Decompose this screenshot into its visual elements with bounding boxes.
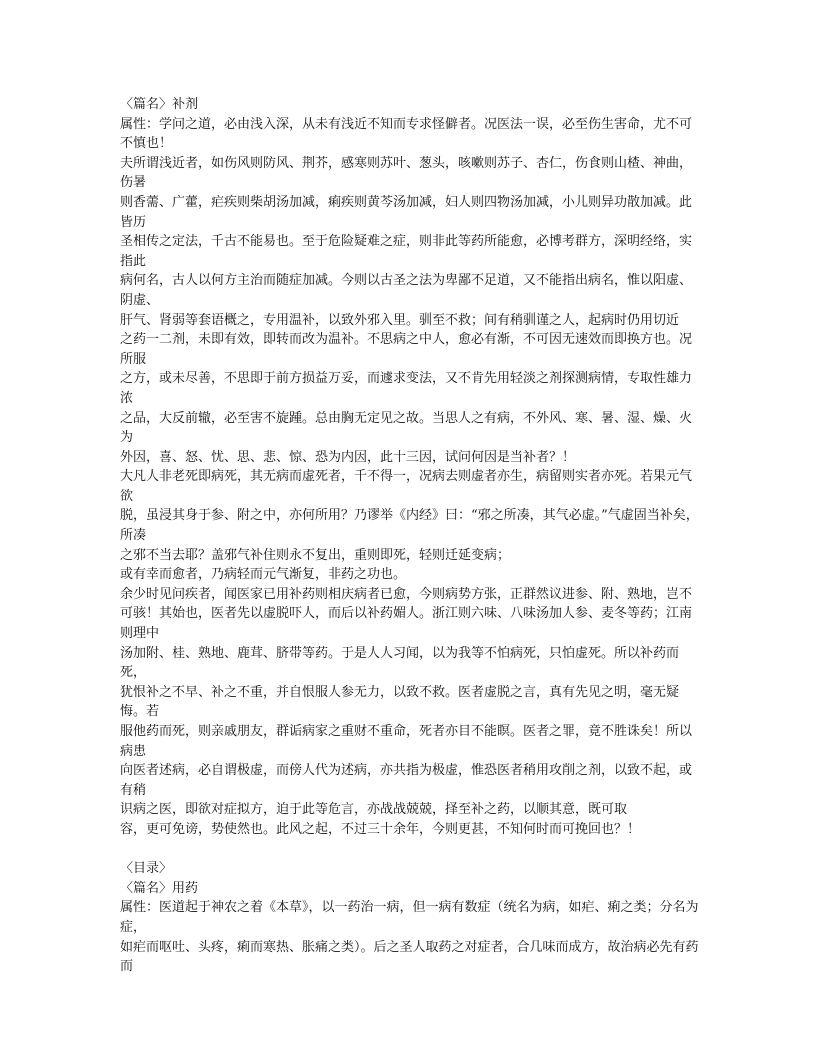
text-line: 或有幸而愈者，乃病轻而元气渐复，非药之功也。 xyxy=(120,567,407,583)
section-title: 〈篇名〉补剂 xyxy=(120,97,199,112)
text-line: 肝气、肾弱等套语概之，专用温补，以致外邪入里。驯至不救；间有稍驯谨之人，起病时仍用切近 xyxy=(120,312,680,328)
text-line: 犹恨补之不早、补之不重，并自恨服人参无力，以致不救。医者虚脱之言，真有先见之明，毫无疑悔。若 xyxy=(120,684,680,720)
document-page xyxy=(120,95,700,977)
text-line: 容，更可免谤，势使然也。此风之起，不过三十余年，今则更甚，不知何时而可挽回也？！ xyxy=(120,821,641,837)
section-yong-yao xyxy=(120,859,700,977)
text-line: 圣相传之定法，千古不能易也。至于危险疑难之症，则非此等药所能愈，必博考群方，深明经络，实指此 xyxy=(120,234,693,269)
section-gap xyxy=(120,840,700,860)
section-body xyxy=(120,898,700,976)
text-line: 外因，喜、怒、忧、思、悲、惊、恐为内因，此十三因，试问何因是当补者？！ xyxy=(120,449,576,465)
text-line: 属性：医道起于神农之着《本草》，以一药治一病，但一病有数症（统名为病，如疟、痢之类；分名为症， xyxy=(120,900,699,935)
text-line: 则香薷、广藿，疟疾则柴胡汤加减，痢疾则黄芩汤加减，妇人则四物汤加减，小儿则异功散加减。此皆历 xyxy=(120,194,693,230)
table-of-contents-marker: 〈目录〉 xyxy=(120,861,173,877)
text-line: 识病之医，即欲对症拟方，迫于此等危言，亦战战兢兢，择至补之药，以顺其意，既可取 xyxy=(120,802,628,818)
text-line: 脱，虽浸其身于参、附之中，亦何所用？乃谬举《内经》曰：“邪之所凑，其气必虚。”气虚固当补矣，所凑 xyxy=(120,508,699,544)
text-line: 如疟而呕吐、头疼，痢而寒热、胀痛之类）。后之圣人取药之对症者，合几味而成方，故治病必先有药而 xyxy=(120,939,699,975)
text-line: 向医者述病，必自谓极虚，而傍人代为述病，亦共指为极虚，惟恐医者稍用攻削之剂，以致不起，或有稍 xyxy=(120,763,693,798)
text-line: 之药一二剂，未即有效，即转而改为温补。不思病之中人，愈必有渐，不可因无速效而即换方也。况所服 xyxy=(120,332,693,367)
text-line: 服他药而死，则亲戚朋友，群诟病家之重财不重命，死者亦目不能瞑。医者之罪，竟不胜诛矣！所以病患 xyxy=(120,724,693,759)
text-line: 大凡人非老死即病死，其无病而虚死者，千不得一，况病去则虚者亦生，病留则实者亦死。若果元气欲 xyxy=(120,469,693,504)
text-line: 之方，或未尽善，不思即于前方损益万妥，而遽求变法，又不肯先用轻淡之剂探测病情，专取性雄力浓 xyxy=(120,371,693,406)
text-line: 病何名，古人以何方主治而随症加减。今则以古圣之法为卑鄙不足道，又不能指出病名，惟以阳虚、阴虚、 xyxy=(120,273,693,308)
text-line: 夫所谓浅近者，如伤风则防风、荆芥，感寒则苏叶、葱头，咳嗽则苏子、杏仁，伤食则山楂、神曲，伤暑 xyxy=(120,155,693,191)
text-line: 属性：学问之道，必由浅入深，从未有浅近不知而专求怪僻者。况医法一误，必至伤生害命，尤不可不慎也！ xyxy=(120,116,693,152)
text-line: 可骇！其始也，医者先以虚脱吓人，而后以补药媚人。浙江则六味、八味汤加人参、麦冬等药；江南则理中 xyxy=(120,606,693,642)
text-line: 汤加附、桂、熟地、鹿茸、脐带等药。于是人人习闻，以为我等不怕病死，只怕虚死。所以补药而死， xyxy=(120,645,680,681)
text-line: 之品，大反前辙，必至害不旋踵。总由胸无定见之故。当思人之有病，不外风、寒、暑、湿、燥、火为 xyxy=(120,410,693,446)
text-line: 之邪不当去耶？盖邪气补住则永不复出，重则即死，轻则迁延变病； xyxy=(120,547,511,563)
section-bu-ji xyxy=(120,95,700,840)
section-title: 〈篇名〉用药 xyxy=(120,880,199,896)
section-body xyxy=(120,115,700,840)
text-line: 余少时见问疾者，闻医家已用补药则相庆病者已愈，今则病势方张，正群然议进参、附、熟地，岂不 xyxy=(120,586,693,602)
